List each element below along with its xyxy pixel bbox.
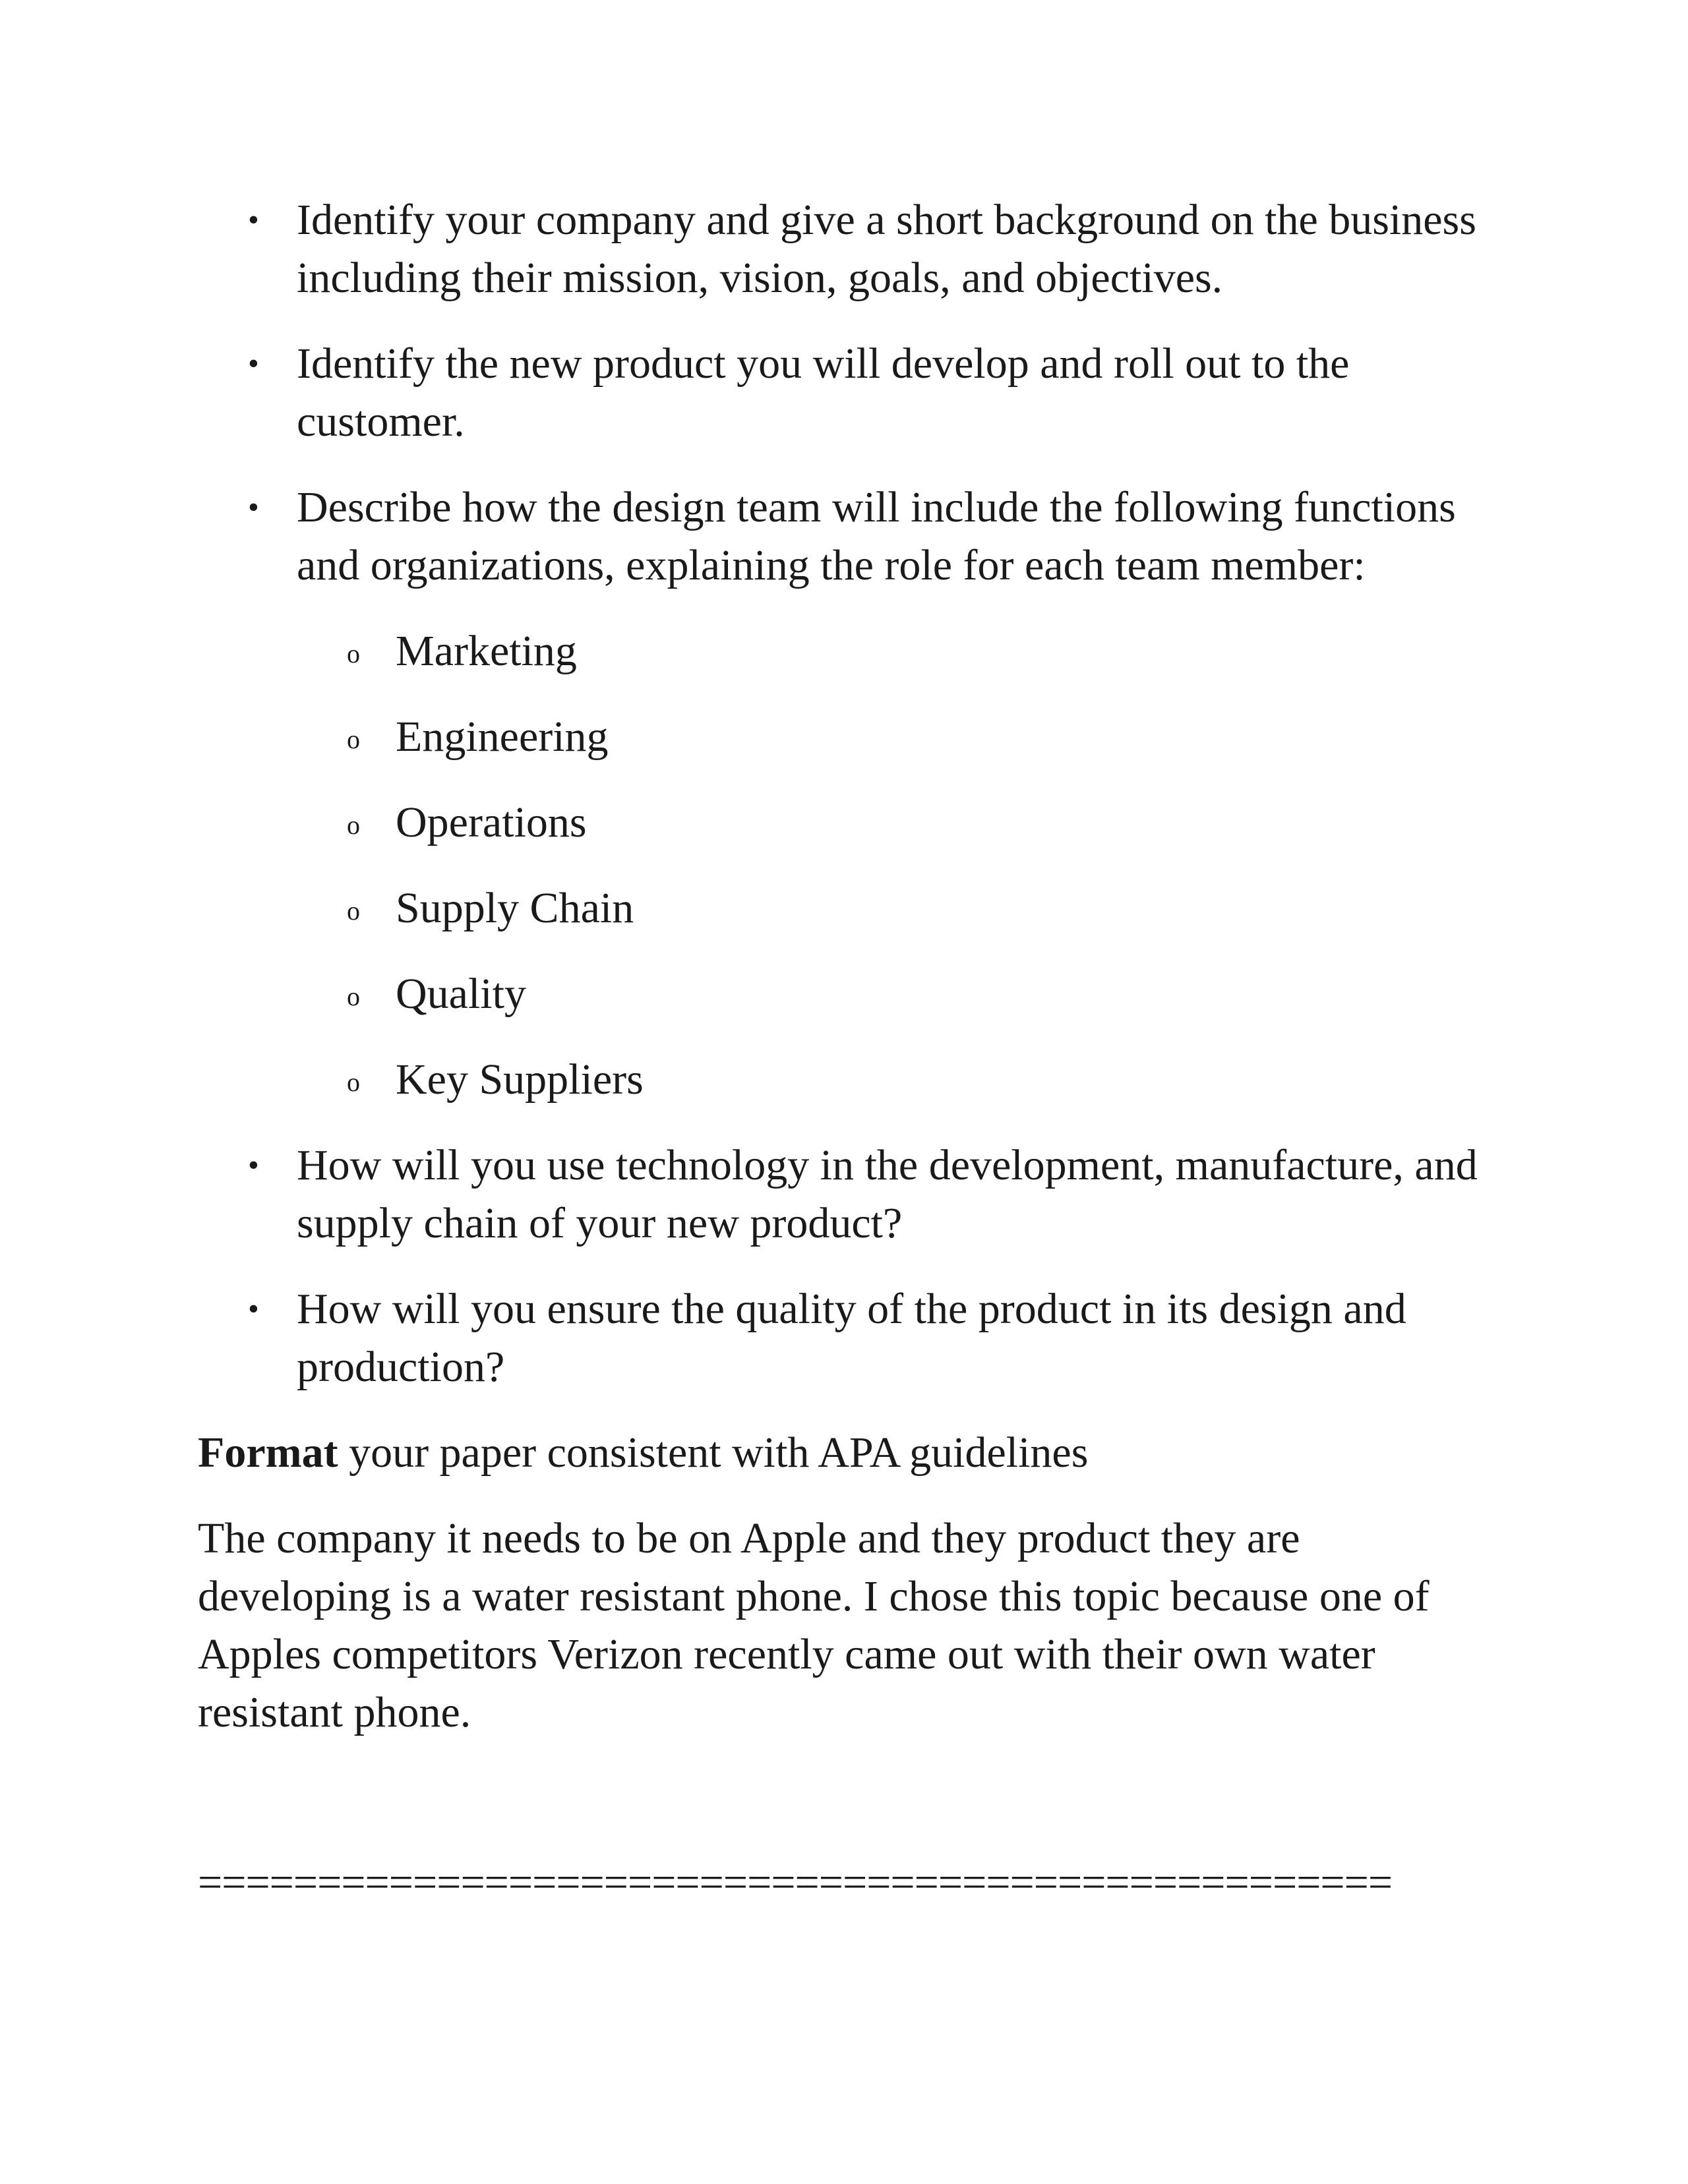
team-functions-list <box>297 622 1503 1109</box>
list-item <box>198 335 1503 451</box>
document-content <box>198 191 1503 1912</box>
list-item-text: How will you use technology in the development, manufacture, and supply chain of your new product? <box>297 1141 1478 1247</box>
bullet-icon: • <box>248 490 259 525</box>
list-item <box>198 1280 1503 1396</box>
list-item <box>198 1136 1503 1253</box>
sub-list-item <box>297 708 1503 766</box>
sub-list-item <box>297 965 1503 1023</box>
sub-list-item <box>297 794 1503 852</box>
circle-bullet-icon: o <box>347 896 360 926</box>
circle-bullet-icon: o <box>347 810 360 840</box>
list-item-text: Identify your company and give a short background on the business including their mission, vision, goals, and objectives. <box>297 196 1476 302</box>
bullet-icon: • <box>248 346 259 381</box>
separator-line: ================================================== <box>198 1858 1393 1906</box>
sub-list-item-text: Marketing <box>396 627 577 675</box>
sub-list-item-text: Supply Chain <box>396 884 634 932</box>
circle-bullet-icon: o <box>347 982 360 1011</box>
sub-list-item <box>297 1051 1503 1109</box>
list-item <box>198 191 1503 307</box>
sub-list-item-text: Operations <box>396 798 587 846</box>
bullet-icon: • <box>248 202 259 237</box>
format-note-text: your paper consistent with APA guidelines <box>338 1429 1089 1477</box>
list-item-text: How will you ensure the quality of the product in its design and production? <box>297 1285 1406 1391</box>
sub-list-item <box>297 879 1503 937</box>
bullet-icon: • <box>248 1148 259 1183</box>
circle-bullet-icon: o <box>347 1067 360 1097</box>
list-item <box>198 479 1503 1109</box>
sub-list-item-text: Key Suppliers <box>396 1055 644 1104</box>
body-paragraph: The company it needs to be on Apple and they product they are developing is a water resistant phone. I chose this topic because one of Apples competitors Verizon recently came out with their own water resistant phone. <box>198 1514 1430 1736</box>
format-note-bold: Format <box>198 1429 338 1477</box>
bullet-icon: • <box>248 1291 259 1326</box>
sub-list-item <box>297 622 1503 680</box>
list-item-text: Describe how the design team will include the following functions and organizations, explaining the role for each team member: <box>297 483 1456 589</box>
sub-list-item-text: Quality <box>396 970 526 1018</box>
circle-bullet-icon: o <box>347 724 360 754</box>
list-item-text: Identify the new product you will develop and roll out to the customer. <box>297 339 1350 446</box>
requirements-list <box>198 191 1503 1396</box>
circle-bullet-icon: o <box>347 639 360 668</box>
format-note <box>198 1424 1503 1482</box>
sub-list-item-text: Engineering <box>396 713 609 761</box>
